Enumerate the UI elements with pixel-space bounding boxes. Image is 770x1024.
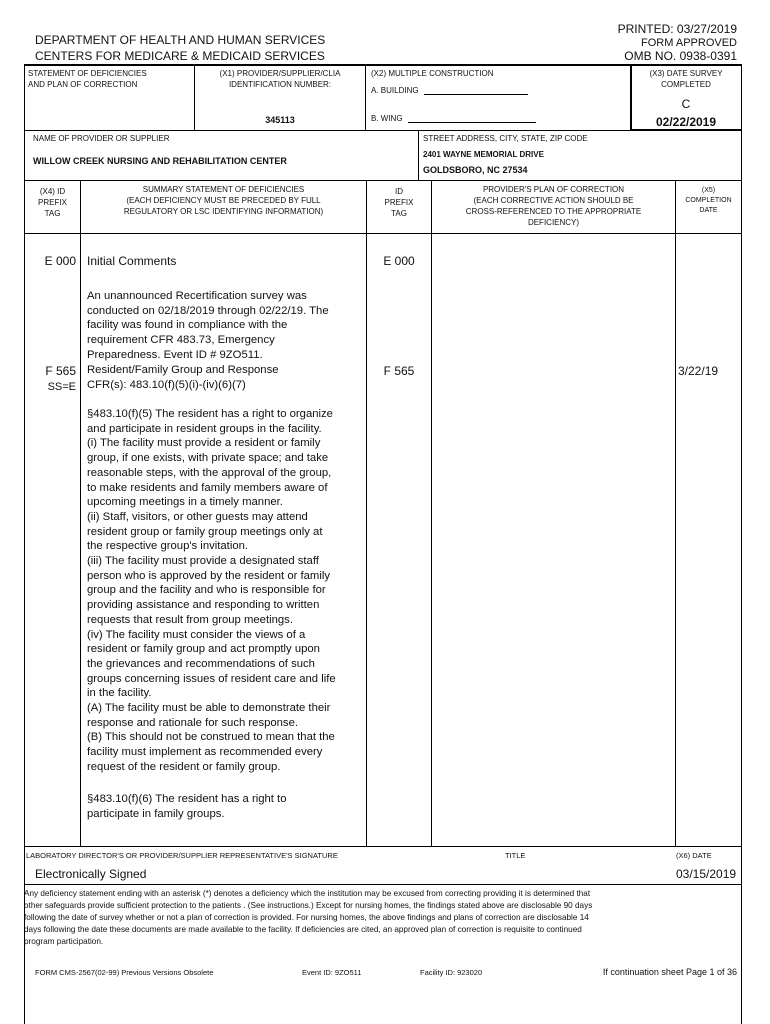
right-border <box>741 64 742 1024</box>
page-indicator: If continuation sheet Page 1 of 36 <box>602 967 737 977</box>
disclaimer-text: Any deficiency statement ending with an asterisk (*) denotes a deficiency which the institution may be excused from correcting providing it is determined that other safeguards provide sufficient protection to the patients . (See instructions.) Except for nursing homes, the findings stated above are disclosable 90 days following the date of survey whether or not a plan of correction is provided. For nursing homes, the above findings and plans of correction are disclosable 14 days following the date these documents are made available to the facility. If deficiencies are cited, an approved plan of correction is requisite to continued program participation. <box>24 889 593 946</box>
f565-completion-date: 3/22/19 <box>678 364 719 378</box>
x4-header: (X4) ID PREFIX TAG <box>38 187 67 218</box>
e000-tag: E 000 <box>44 254 76 268</box>
street-address: 2401 WAYNE MEMORIAL DRIVE <box>423 150 544 159</box>
facility-id: Facility ID: 923020 <box>420 968 483 977</box>
x1-label: (X1) PROVIDER/SUPPLIER/CLIA IDENTIFICATION NUMBER: <box>219 69 341 89</box>
e000-body: An unannounced Recertification survey was conducted on 02/18/2019 through 02/22/19. The facility was found in compliance with the requirement CFR 483.73, Emergency Preparedness. Event ID # 9ZO511. <box>87 290 329 361</box>
signature-value: Electronically Signed <box>35 867 147 881</box>
wing-line <box>408 122 536 123</box>
completion-header: (X5) COMPLETION DATE <box>685 187 732 214</box>
address-label: STREET ADDRESS, CITY, STATE, ZIP CODE <box>423 134 588 143</box>
x2-label: (X2) MULTIPLE CONSTRUCTION <box>371 69 494 78</box>
signature-label: LABORATORY DIRECTOR'S OR PROVIDER/SUPPLIER REPRESENTATIVE'S SIGNATURE <box>26 851 338 860</box>
provider-name: WILLOW CREEK NURSING AND REHABILITATION CENTER <box>33 156 287 166</box>
date-label: (X6) DATE <box>676 851 712 860</box>
statement-label: STATEMENT OF DEFICIENCIES AND PLAN OF CORRECTION <box>28 69 147 89</box>
building-line <box>424 94 528 95</box>
city-state-zip: GOLDSBORO, NC 27534 <box>423 165 528 175</box>
department-title: DEPARTMENT OF HEALTH AND HUMAN SERVICES <box>35 33 326 47</box>
title-label: TITLE <box>505 851 526 860</box>
signature-date: 03/15/2019 <box>676 867 737 881</box>
id-prefix-header: ID PREFIX TAG <box>384 187 414 218</box>
event-id: Event ID: 9ZO511 <box>302 968 362 977</box>
plan-header: PROVIDER'S PLAN OF CORRECTION (EACH CORRECTIVE ACTION SHOULD BE CROSS-REFERENCED TO THE APPROPRIATE DEFICIENCY) <box>465 185 642 227</box>
survey-date: 02/22/2019 <box>655 115 717 129</box>
e000-title: Initial Comments <box>87 254 177 268</box>
f565-tag: F 565 <box>45 364 76 378</box>
provider-name-label: NAME OF PROVIDER OR SUPPLIER <box>33 134 170 143</box>
f565-body: §483.10(f)(5) The resident has a right to organize and participate in resident groups in the facility. (i) The facility must provide a resident or family group, if one exists, with private space; and take reasonable steps, with the approval of the group, to make residents and family members aware of upcoming meetings in a timely manner. (ii) Staff, visitors, or other guests may attend resident group or family group meetings only at the respective group's invitation. (iii) The facility must provide a designated staff person who is approved by the resident or family group and the facility and who is responsible for providing assistance and responding to written requests that result from group meetings. (iv) The facility must consider the views of a resident or family group and act promptly upon the grievances and recommendations of such groups concerning issues of resident care and life in the facility. (A) The facility must be able to demonstrate their response and rationale for such response. (B) This should not be construed to mean that the facility must implement as recommended every request of the resident or family group. <box>87 408 336 773</box>
f565-body-part2: §483.10(f)(6) The resident has a right to participate in family groups. <box>87 793 287 820</box>
f565-scope-severity: SS=E <box>47 381 76 393</box>
form-approved: FORM APPROVED <box>641 37 737 49</box>
top-rule <box>24 64 742 66</box>
x3-label: (X3) DATE SURVEY COMPLETED <box>649 69 723 89</box>
printed-date: PRINTED: 03/27/2019 <box>617 22 737 36</box>
agency-title: CENTERS FOR MEDICARE & MEDICAID SERVICES <box>35 49 325 63</box>
f565-title: Resident/Family Group and Response CFR(s): 483.10(f)(5)(i)-(iv)(6)(7) <box>87 364 279 391</box>
wing-label: B. WING <box>371 114 403 123</box>
summary-header: SUMMARY STATEMENT OF DEFICIENCIES (EACH DEFICIENCY MUST BE PRECEDED BY FULL REGULATORY OR LSC IDENTIFYING INFORMATION) <box>123 185 324 216</box>
e000-plan-tag: E 000 <box>383 254 415 268</box>
form-number: FORM CMS-2567(02-99) Previous Versions Obsolete <box>35 968 214 977</box>
provider-id-value: 345113 <box>265 115 295 125</box>
f565-plan-tag: F 565 <box>383 364 415 378</box>
building-label: A. BUILDING <box>371 86 419 95</box>
omb-number: OMB NO. 0938-0391 <box>624 49 737 63</box>
survey-code: C <box>681 97 691 111</box>
